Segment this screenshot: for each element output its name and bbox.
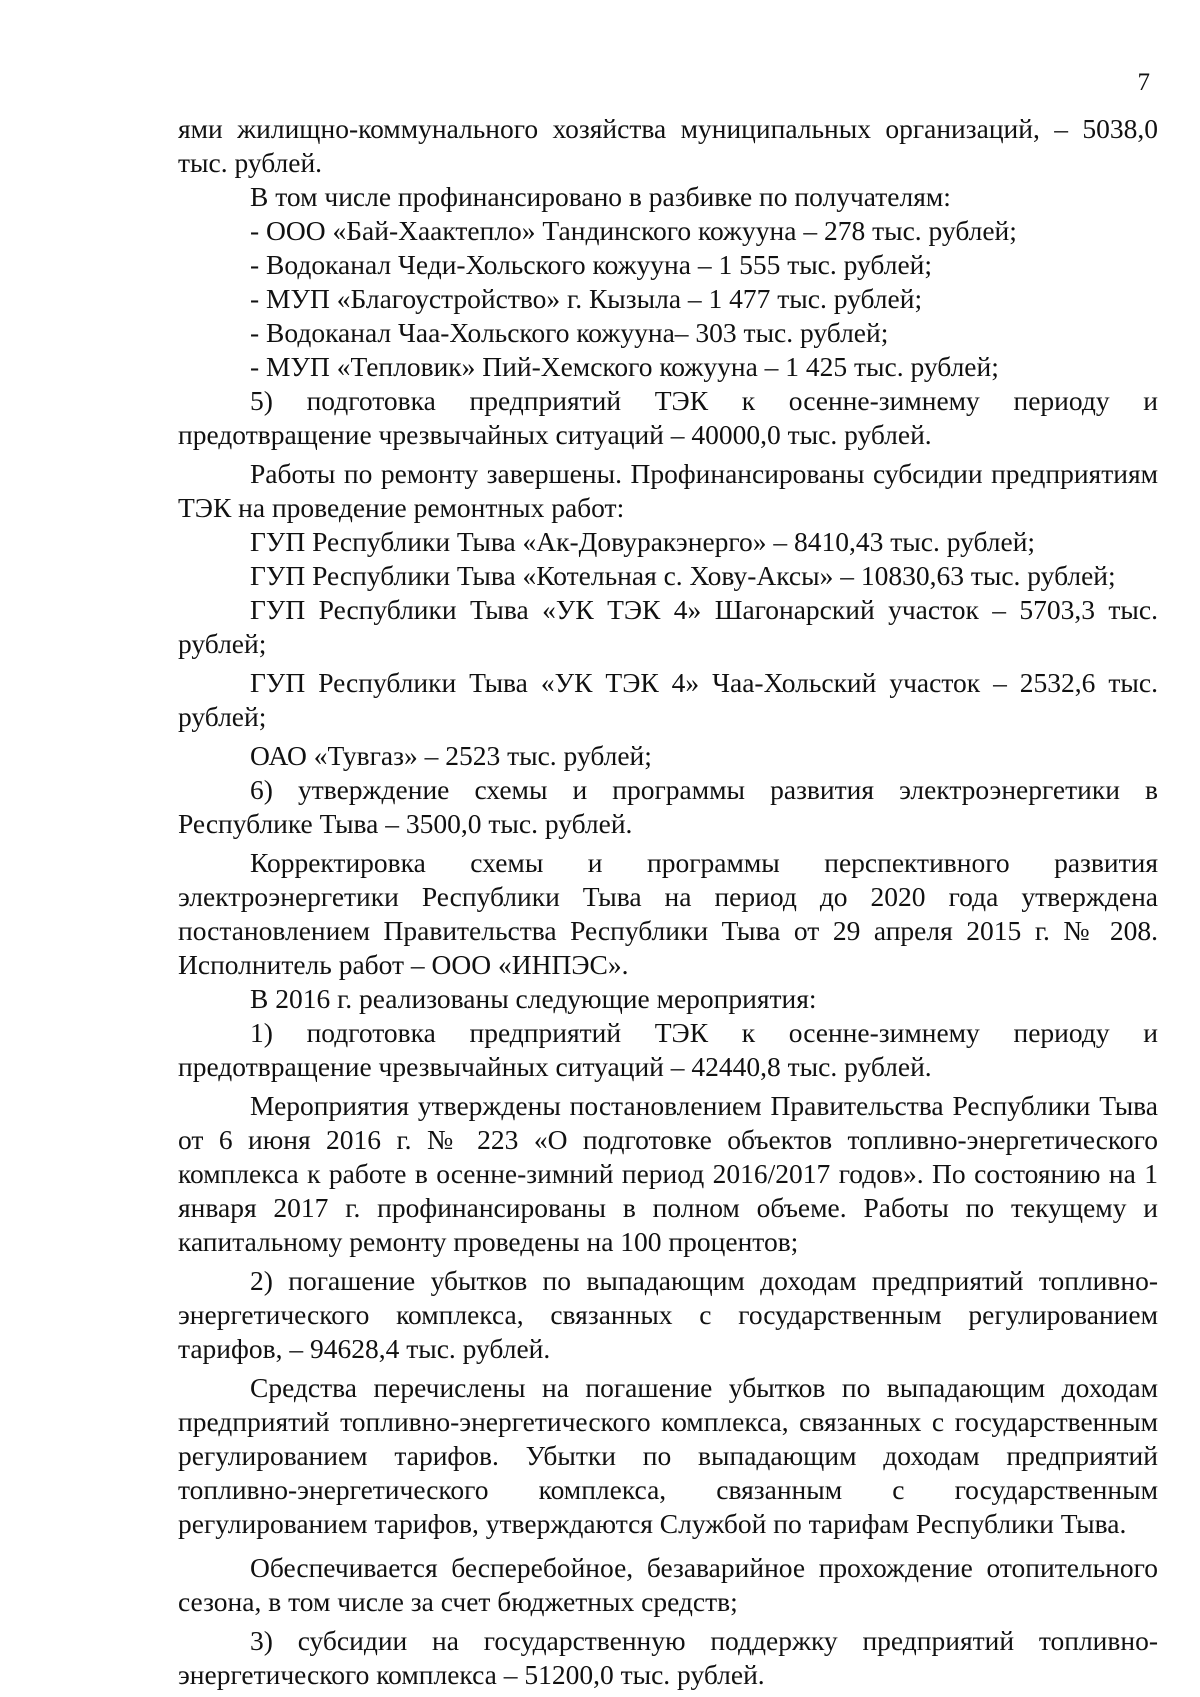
list-item-recipient: - МУП «Благоустройство» г. Кызыла – 1 477 тыс. рублей; [250, 283, 923, 314]
paragraph-item-5: 5) подготовка предприятий ТЭК к осенне-зимнему периоду и предотвращение чрезвычайных ситуаций – 40000,0 тыс. рублей. [178, 385, 1158, 450]
list-item-recipient: - ООО «Бай-Хаактепло» Тандинского кожууна – 278 тыс. рублей; [250, 215, 1017, 246]
list-item-enterprise: ОАО «Тувгаз» – 2523 тыс. рублей; [250, 740, 652, 771]
paragraph-2016-item-3: 3) субсидии на государственную поддержку предприятий топливно-энергетического комплекса – 51200,0 тыс. рублей. [178, 1625, 1158, 1690]
list-item-recipient: - Водоканал Чаа-Хольского кожууна– 303 тыс. рублей; [250, 317, 889, 348]
paragraph-heating-season: Обеспечивается бесперебойное, безаварийное прохождение отопительного сезона, в том числе за счет бюджетных средств; [178, 1552, 1158, 1617]
paragraph-continuation: ями жилищно-коммунального хозяйства муниципальных организаций, – 5038,0 тыс. рублей. [178, 113, 1158, 178]
paragraph-recipients-intro: В том числе профинансировано в разбивке по получателям: [250, 181, 951, 212]
paragraph-scheme-correction: Корректировка схемы и программы перспективного развития электроэнергетики Республики Тыва на период до 2020 года утверждена постановлением Правительства Республики Тыва от 29 апреля 2015 г. № 208. Исполнитель работ – ООО «ИНПЭС». [178, 847, 1158, 980]
page-number: 7 [1137, 69, 1150, 96]
paragraph-measures-approved: Мероприятия утверждены постановлением Правительства Республики Тыва от 6 июня 2016 г. № 223 «О подготовке объектов топливно-энергетического комплекса к работе в осенне-зимний период 2016/2017 годов». По состоянию на 1 января 2017 г. профинансированы в полном объеме. Работы по текущему и капитальному ремонту проведены на 100 процентов; [178, 1090, 1158, 1257]
list-item-recipient: - Водоканал Чеди-Хольского кожууна – 1 555 тыс. рублей; [250, 249, 933, 280]
paragraph-2016-item-2: 2) погашение убытков по выпадающим доходам предприятий топливно-энергетического комплекса, связанных с государственным регулированием тарифов, – 94628,4 тыс. рублей. [178, 1265, 1158, 1364]
list-item-enterprise: ГУП Республики Тыва «Ак-Довуракэнерго» – 8410,43 тыс. рублей; [250, 526, 1036, 557]
paragraph-2016-intro: В 2016 г. реализованы следующие мероприятия: [250, 983, 817, 1014]
document-body [178, 112, 1158, 1692]
list-item-recipient: - МУП «Тепловик» Пий-Хемского кожууна – 1 425 тыс. рублей; [250, 351, 999, 382]
paragraph-item-6: 6) утверждение схемы и программы развития электроэнергетики в Республике Тыва – 3500,0 тыс. рублей. [178, 774, 1158, 839]
list-item-enterprise: ГУП Республики Тыва «УК ТЭК 4» Чаа-Хольский участок – 2532,6 тыс. рублей; [178, 667, 1158, 732]
list-item-enterprise: ГУП Республики Тыва «УК ТЭК 4» Шагонарский участок – 5703,3 тыс. рублей; [178, 594, 1158, 659]
list-item-enterprise: ГУП Республики Тыва «Котельная с. Хову-Аксы» – 10830,63 тыс. рублей; [250, 560, 1116, 591]
paragraph-2016-item-1: 1) подготовка предприятий ТЭК к осенне-зимнему периоду и предотвращение чрезвычайных ситуаций – 42440,8 тыс. рублей. [178, 1017, 1158, 1082]
paragraph-funds-transferred: Средства перечислены на погашение убытков по выпадающим доходам предприятий топливно-энергетического комплекса, связанных с государственным регулированием тарифов. Убытки по выпадающим доходам предприятий топливно-энергетического комплекса, связанным с государственным регулированием тарифов, утверждаются Службой по тарифам Республики Тыва. [178, 1372, 1158, 1539]
paragraph-repair-works: Работы по ремонту завершены. Профинансированы субсидии предприятиям ТЭК на проведение ремонтных работ: [178, 458, 1158, 523]
